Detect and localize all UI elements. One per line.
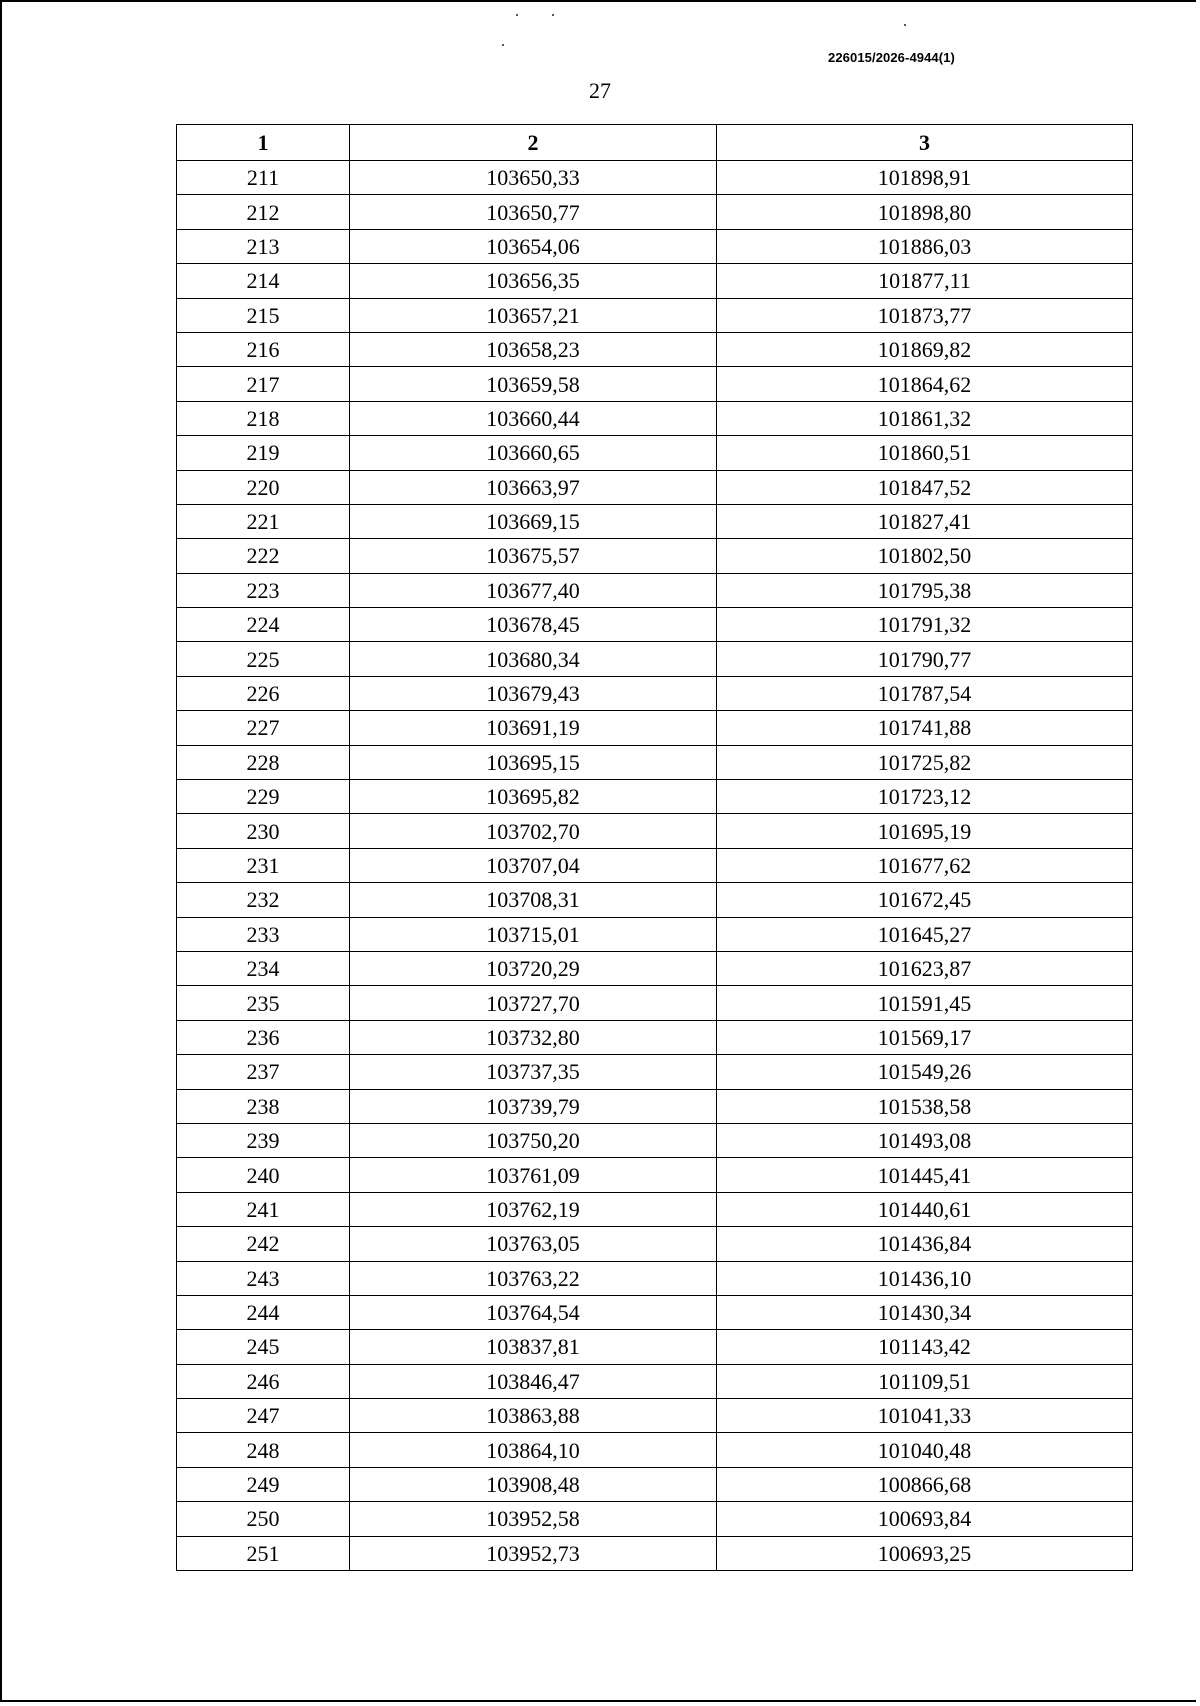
coordinate-x-cell: 103660,44 (350, 401, 717, 435)
table-row (177, 264, 1133, 298)
coordinate-x-cell: 103739,79 (350, 1089, 717, 1123)
coordinate-x-cell: 103656,35 (350, 264, 717, 298)
coordinate-y-cell: 101795,38 (717, 573, 1133, 607)
header-row (177, 125, 1133, 161)
table-row (177, 1330, 1133, 1364)
coordinate-x-cell: 103727,70 (350, 986, 717, 1020)
column-header-1: 1 (177, 125, 350, 161)
coordinate-x-cell: 103720,29 (350, 951, 717, 985)
coordinate-x-cell: 103708,31 (350, 883, 717, 917)
point-number-cell: 216 (177, 332, 350, 366)
table-row (177, 1295, 1133, 1329)
coordinate-x-cell: 103908,48 (350, 1467, 717, 1501)
point-number-cell: 225 (177, 642, 350, 676)
coordinate-y-cell: 101143,42 (717, 1330, 1133, 1364)
coordinate-y-cell: 101645,27 (717, 917, 1133, 951)
table-row (177, 883, 1133, 917)
table-row (177, 436, 1133, 470)
point-number-cell: 250 (177, 1502, 350, 1536)
coordinate-x-cell: 103707,04 (350, 848, 717, 882)
point-number-cell: 226 (177, 676, 350, 710)
point-number-cell: 234 (177, 951, 350, 985)
point-number-cell: 243 (177, 1261, 350, 1295)
coordinate-y-cell: 101827,41 (717, 504, 1133, 538)
point-number-cell: 242 (177, 1227, 350, 1261)
page-number (0, 78, 1200, 104)
document-id: 226015/2026-4944(1) (828, 50, 955, 65)
coordinate-y-cell: 101538,58 (717, 1089, 1133, 1123)
coordinate-x-cell: 103677,40 (350, 573, 717, 607)
table-header (177, 125, 1133, 161)
point-number-cell: 244 (177, 1295, 350, 1329)
coordinate-x-cell: 103695,15 (350, 745, 717, 779)
point-number-cell: 215 (177, 298, 350, 332)
coordinate-x-cell: 103691,19 (350, 711, 717, 745)
coordinate-y-cell: 100693,84 (717, 1502, 1133, 1536)
point-number-cell: 248 (177, 1433, 350, 1467)
point-number-cell: 211 (177, 161, 350, 195)
point-number-cell: 220 (177, 470, 350, 504)
table-row (177, 1261, 1133, 1295)
point-number-cell: 249 (177, 1467, 350, 1501)
point-number-cell: 231 (177, 848, 350, 882)
coordinate-y-cell: 101436,10 (717, 1261, 1133, 1295)
coordinate-y-cell: 101847,52 (717, 470, 1133, 504)
table-row (177, 917, 1133, 951)
coordinate-x-cell: 103732,80 (350, 1020, 717, 1054)
coordinate-x-cell: 103657,21 (350, 298, 717, 332)
scan-speck (552, 14, 554, 16)
table-row (177, 1227, 1133, 1261)
table-row (177, 161, 1133, 195)
table-row (177, 298, 1133, 332)
point-number-cell: 237 (177, 1055, 350, 1089)
coordinate-y-cell: 101898,80 (717, 195, 1133, 229)
point-number-cell: 213 (177, 229, 350, 263)
coordinate-y-cell: 101802,50 (717, 539, 1133, 573)
table-row (177, 814, 1133, 848)
table-row (177, 1123, 1133, 1157)
table-row (177, 367, 1133, 401)
table-row (177, 195, 1133, 229)
table-row (177, 780, 1133, 814)
table-row (177, 1399, 1133, 1433)
table-row (177, 1536, 1133, 1570)
coordinate-x-cell: 103695,82 (350, 780, 717, 814)
coordinate-x-cell: 103659,58 (350, 367, 717, 401)
point-number-cell: 245 (177, 1330, 350, 1364)
coordinate-x-cell: 103763,22 (350, 1261, 717, 1295)
table-row (177, 470, 1133, 504)
point-number-cell: 221 (177, 504, 350, 538)
table-row (177, 711, 1133, 745)
coordinate-x-cell: 103763,05 (350, 1227, 717, 1261)
table-row (177, 401, 1133, 435)
coordinate-x-cell: 103654,06 (350, 229, 717, 263)
point-number-cell: 235 (177, 986, 350, 1020)
coordinate-x-cell: 103864,10 (350, 1433, 717, 1467)
table-row (177, 1020, 1133, 1054)
coordinate-x-cell: 103715,01 (350, 917, 717, 951)
point-number-cell: 241 (177, 1192, 350, 1226)
coordinate-x-cell: 103762,19 (350, 1192, 717, 1226)
coordinate-y-cell: 101741,88 (717, 711, 1133, 745)
table-row (177, 332, 1133, 366)
point-number-cell: 218 (177, 401, 350, 435)
point-number-cell: 230 (177, 814, 350, 848)
coordinate-y-cell: 101723,12 (717, 780, 1133, 814)
coordinate-x-cell: 103660,65 (350, 436, 717, 470)
coordinate-y-cell: 101591,45 (717, 986, 1133, 1020)
column-header-3: 3 (717, 125, 1133, 161)
coordinate-y-cell: 101791,32 (717, 608, 1133, 642)
coordinate-y-cell: 101677,62 (717, 848, 1133, 882)
point-number-cell: 224 (177, 608, 350, 642)
coordinate-y-cell: 101869,82 (717, 332, 1133, 366)
table-row (177, 986, 1133, 1020)
point-number-cell: 229 (177, 780, 350, 814)
coordinate-x-cell: 103675,57 (350, 539, 717, 573)
coordinate-x-cell: 103761,09 (350, 1158, 717, 1192)
scan-speck (516, 14, 518, 16)
table-row (177, 642, 1133, 676)
table-row (177, 1055, 1133, 1089)
table-row (177, 504, 1133, 538)
coordinate-x-cell: 103750,20 (350, 1123, 717, 1157)
table-row (177, 1089, 1133, 1123)
table-row (177, 608, 1133, 642)
coordinate-y-cell: 101787,54 (717, 676, 1133, 710)
table-row (177, 1502, 1133, 1536)
coordinate-x-cell: 103737,35 (350, 1055, 717, 1089)
table-row (177, 229, 1133, 263)
coordinate-x-cell: 103863,88 (350, 1399, 717, 1433)
coordinate-y-cell: 101790,77 (717, 642, 1133, 676)
point-number-cell: 214 (177, 264, 350, 298)
coordinate-y-cell: 100693,25 (717, 1536, 1133, 1570)
coordinate-y-cell: 101672,45 (717, 883, 1133, 917)
coordinate-y-cell: 101873,77 (717, 298, 1133, 332)
coordinate-y-cell: 101549,26 (717, 1055, 1133, 1089)
coordinate-x-cell: 103663,97 (350, 470, 717, 504)
coordinate-x-cell: 103669,15 (350, 504, 717, 538)
point-number-cell: 236 (177, 1020, 350, 1054)
coordinate-y-cell: 101877,11 (717, 264, 1133, 298)
coordinate-y-cell: 101040,48 (717, 1433, 1133, 1467)
coordinate-y-cell: 100866,68 (717, 1467, 1133, 1501)
coordinate-x-cell: 103764,54 (350, 1295, 717, 1329)
coordinate-x-cell: 103702,70 (350, 814, 717, 848)
coordinate-y-cell: 101569,17 (717, 1020, 1133, 1054)
coordinate-y-cell: 101493,08 (717, 1123, 1133, 1157)
table-body (177, 161, 1133, 1571)
table-row (177, 848, 1133, 882)
coordinate-y-cell: 101864,62 (717, 367, 1133, 401)
table-row (177, 573, 1133, 607)
coordinate-y-cell: 101695,19 (717, 814, 1133, 848)
coordinate-x-cell: 103846,47 (350, 1364, 717, 1398)
coordinate-y-cell: 101109,51 (717, 1364, 1133, 1398)
point-number-cell: 219 (177, 436, 350, 470)
point-number-cell: 232 (177, 883, 350, 917)
point-number-cell: 222 (177, 539, 350, 573)
coordinate-x-cell: 103680,34 (350, 642, 717, 676)
point-number-cell: 223 (177, 573, 350, 607)
point-number-cell: 217 (177, 367, 350, 401)
table-row (177, 745, 1133, 779)
page-number-text: 27 (589, 78, 611, 103)
coordinate-y-cell: 101436,84 (717, 1227, 1133, 1261)
coordinate-x-cell: 103952,73 (350, 1536, 717, 1570)
table-row (177, 951, 1133, 985)
point-number-cell: 239 (177, 1123, 350, 1157)
coordinate-x-cell: 103658,23 (350, 332, 717, 366)
coordinate-y-cell: 101440,61 (717, 1192, 1133, 1226)
coordinate-y-cell: 101860,51 (717, 436, 1133, 470)
coordinate-x-cell: 103952,58 (350, 1502, 717, 1536)
point-number-cell: 240 (177, 1158, 350, 1192)
coordinate-y-cell: 101725,82 (717, 745, 1133, 779)
point-number-cell: 251 (177, 1536, 350, 1570)
table-row (177, 1433, 1133, 1467)
table-row (177, 676, 1133, 710)
table-row (177, 1364, 1133, 1398)
coordinate-y-cell: 101623,87 (717, 951, 1133, 985)
point-number-cell: 233 (177, 917, 350, 951)
coordinate-x-cell: 103650,77 (350, 195, 717, 229)
coordinate-y-cell: 101898,91 (717, 161, 1133, 195)
scan-speck (904, 24, 906, 26)
point-number-cell: 247 (177, 1399, 350, 1433)
scan-speck (502, 44, 504, 46)
table-row (177, 1467, 1133, 1501)
coordinate-y-cell: 101430,34 (717, 1295, 1133, 1329)
point-number-cell: 246 (177, 1364, 350, 1398)
point-number-cell: 227 (177, 711, 350, 745)
point-number-cell: 228 (177, 745, 350, 779)
coordinate-x-cell: 103679,43 (350, 676, 717, 710)
point-number-cell: 212 (177, 195, 350, 229)
coordinates-table (176, 124, 1133, 1571)
table-row (177, 1158, 1133, 1192)
coordinate-y-cell: 101886,03 (717, 229, 1133, 263)
coordinate-y-cell: 101445,41 (717, 1158, 1133, 1192)
coordinate-x-cell: 103650,33 (350, 161, 717, 195)
coordinate-x-cell: 103678,45 (350, 608, 717, 642)
coordinate-y-cell: 101041,33 (717, 1399, 1133, 1433)
table-row (177, 1192, 1133, 1226)
coordinate-x-cell: 103837,81 (350, 1330, 717, 1364)
column-header-2: 2 (350, 125, 717, 161)
coordinate-y-cell: 101861,32 (717, 401, 1133, 435)
point-number-cell: 238 (177, 1089, 350, 1123)
table-row (177, 539, 1133, 573)
